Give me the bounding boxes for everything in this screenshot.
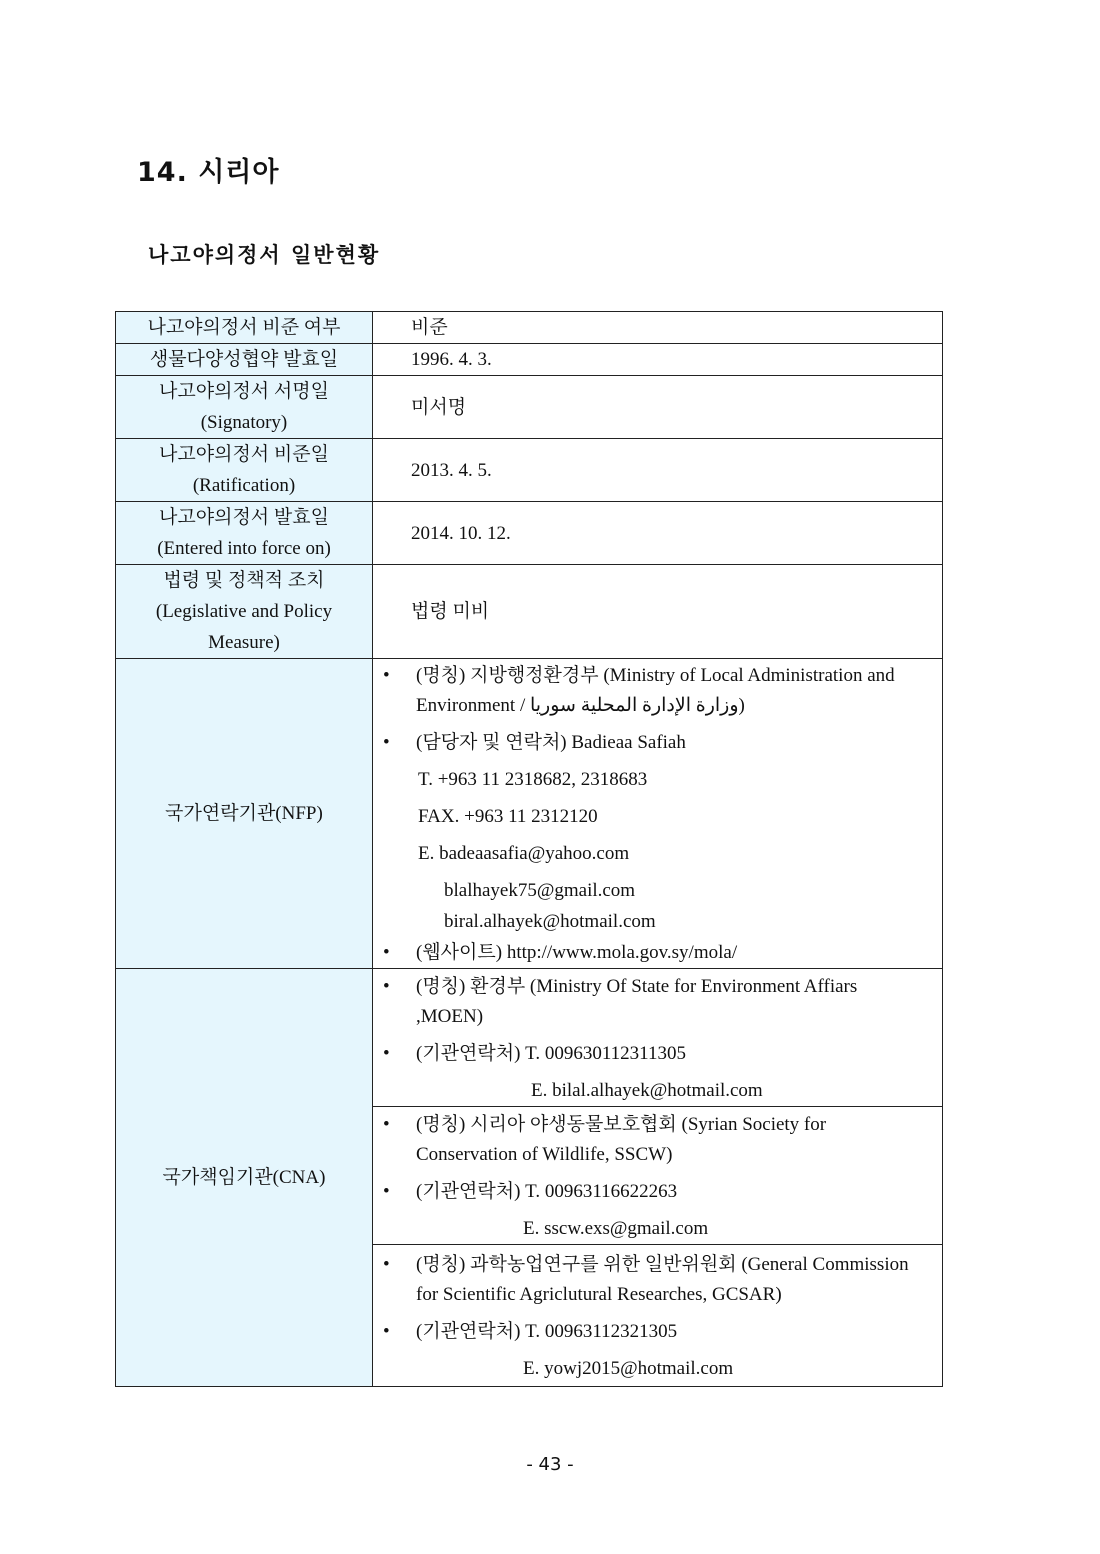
nfp-website: (웹사이트) http://www.mola.gov.sy/mola/ bbox=[416, 942, 738, 963]
label-text-en: Measure) bbox=[208, 632, 280, 653]
label-ratification bbox=[116, 439, 373, 502]
label-text-en: (Signatory) bbox=[200, 412, 288, 433]
table-row bbox=[116, 565, 943, 659]
nfp-name: (명칭) 지방행정환경부 (Ministry of Local Administration and bbox=[416, 665, 895, 686]
bullet-icon: • bbox=[383, 1181, 390, 1202]
label-text: 법령 및 정책적 조치 bbox=[163, 570, 325, 591]
cna-contact: (기관연락처) T. 00963116622263 bbox=[416, 1181, 678, 1202]
label-cbd-entry: 생물다양성협약 발효일 bbox=[116, 344, 373, 376]
nfp-phone: T. +963 11 2318682, 2318683 bbox=[418, 769, 648, 790]
label-text-en: (Entered into force on) bbox=[157, 538, 331, 559]
value-ratification: 2013. 4. 5. bbox=[373, 439, 943, 502]
cna-contact: (기관연락처) T. 00963112321305 bbox=[416, 1321, 678, 1342]
cna-name: (명칭) 과학농업연구를 위한 일반위원회 (General Commission bbox=[416, 1254, 909, 1275]
nfp-fax: FAX. +963 11 2312120 bbox=[418, 806, 598, 827]
list-item bbox=[373, 1316, 942, 1347]
bullet-icon: • bbox=[383, 1254, 390, 1275]
section-subheading: 나고야의정서 일반현황 bbox=[148, 243, 381, 267]
bullet-icon: • bbox=[383, 942, 390, 963]
label-entry-into-force bbox=[116, 502, 373, 565]
label-text-en: (Legislative and Policy bbox=[155, 601, 333, 622]
label-text-en: (Ratification) bbox=[192, 475, 296, 496]
bullet-icon: • bbox=[383, 732, 390, 753]
bullet-icon: • bbox=[383, 1114, 390, 1135]
nfp-email-alt: biral.alhayek@hotmail.com bbox=[444, 911, 656, 932]
cna-contact: (기관연락처) T. 009630112311305 bbox=[416, 1043, 686, 1064]
label-cna: 국가책임기관(CNA) bbox=[116, 969, 373, 1387]
label-text: 나고야의정서 비준일 bbox=[159, 444, 329, 465]
cna-name-cont: Conservation of Wildlife, SSCW) bbox=[416, 1144, 673, 1165]
nfp-contact: (담당자 및 연락처) Badieaa Safiah bbox=[416, 732, 686, 753]
cna-name-cont: ,MOEN) bbox=[416, 1006, 484, 1027]
cna-email: E. yowj2015@hotmail.com bbox=[523, 1358, 734, 1379]
value-entry-into-force: 2014. 10. 12. bbox=[373, 502, 943, 565]
cna-name-cont: for Scientific Agriclutural Researches, GCSAR) bbox=[416, 1284, 782, 1305]
bullet-icon: • bbox=[383, 976, 390, 997]
page-number: - 43 - bbox=[526, 1454, 574, 1475]
cna-entry bbox=[373, 1245, 943, 1387]
bullet-icon: • bbox=[383, 665, 390, 686]
table-row bbox=[116, 439, 943, 502]
table-row bbox=[116, 312, 943, 344]
cna-entry bbox=[373, 969, 943, 1107]
cna-name: (명칭) 환경부 (Ministry Of State for Environment Affiars bbox=[416, 976, 858, 997]
cna-email: E. bilal.alhayek@hotmail.com bbox=[531, 1080, 763, 1101]
list-item bbox=[373, 1176, 942, 1207]
bullet-icon: • bbox=[383, 1043, 390, 1064]
value-legislative: 법령 미비 bbox=[373, 565, 943, 659]
label-signatory bbox=[116, 376, 373, 439]
section-heading: 14. 시리아 bbox=[137, 157, 280, 188]
list-item bbox=[373, 1038, 942, 1069]
list-item bbox=[373, 1110, 942, 1170]
table-row bbox=[116, 502, 943, 565]
list-item bbox=[373, 727, 942, 758]
cna-entry bbox=[373, 1107, 943, 1245]
value-signatory: 미서명 bbox=[373, 376, 943, 439]
table-row bbox=[116, 376, 943, 439]
list-item bbox=[373, 1250, 942, 1310]
nfp-name-cont: Environment / وزارة الإدارة المحلية سوريا) bbox=[416, 695, 745, 716]
table-row bbox=[116, 344, 943, 376]
label-text: 나고야의정서 발효일 bbox=[159, 507, 329, 528]
list-item bbox=[373, 661, 942, 721]
value-nfp bbox=[373, 659, 943, 969]
list-item bbox=[373, 972, 942, 1032]
table-row-nfp bbox=[116, 659, 943, 969]
label-ratification-status: 나고야의정서 비준 여부 bbox=[116, 312, 373, 344]
value-ratification-status: 비준 bbox=[373, 312, 943, 344]
label-nfp: 국가연락기관(NFP) bbox=[116, 659, 373, 969]
label-legislative bbox=[116, 565, 373, 659]
label-text: 나고야의정서 서명일 bbox=[159, 381, 329, 402]
cna-email: E. sscw.exs@gmail.com bbox=[523, 1218, 709, 1239]
value-cbd-entry: 1996. 4. 3. bbox=[373, 344, 943, 376]
nfp-email-alt: blalhayek75@gmail.com bbox=[444, 880, 636, 901]
bullet-icon: • bbox=[383, 1321, 390, 1342]
list-item bbox=[373, 937, 942, 968]
cna-name: (명칭) 시리아 야생동물보호협회 (Syrian Society for bbox=[416, 1114, 827, 1135]
table-row-cna bbox=[116, 969, 943, 1107]
overview-table bbox=[115, 311, 943, 1387]
nfp-email: E. badeaasafia@yahoo.com bbox=[418, 843, 630, 864]
